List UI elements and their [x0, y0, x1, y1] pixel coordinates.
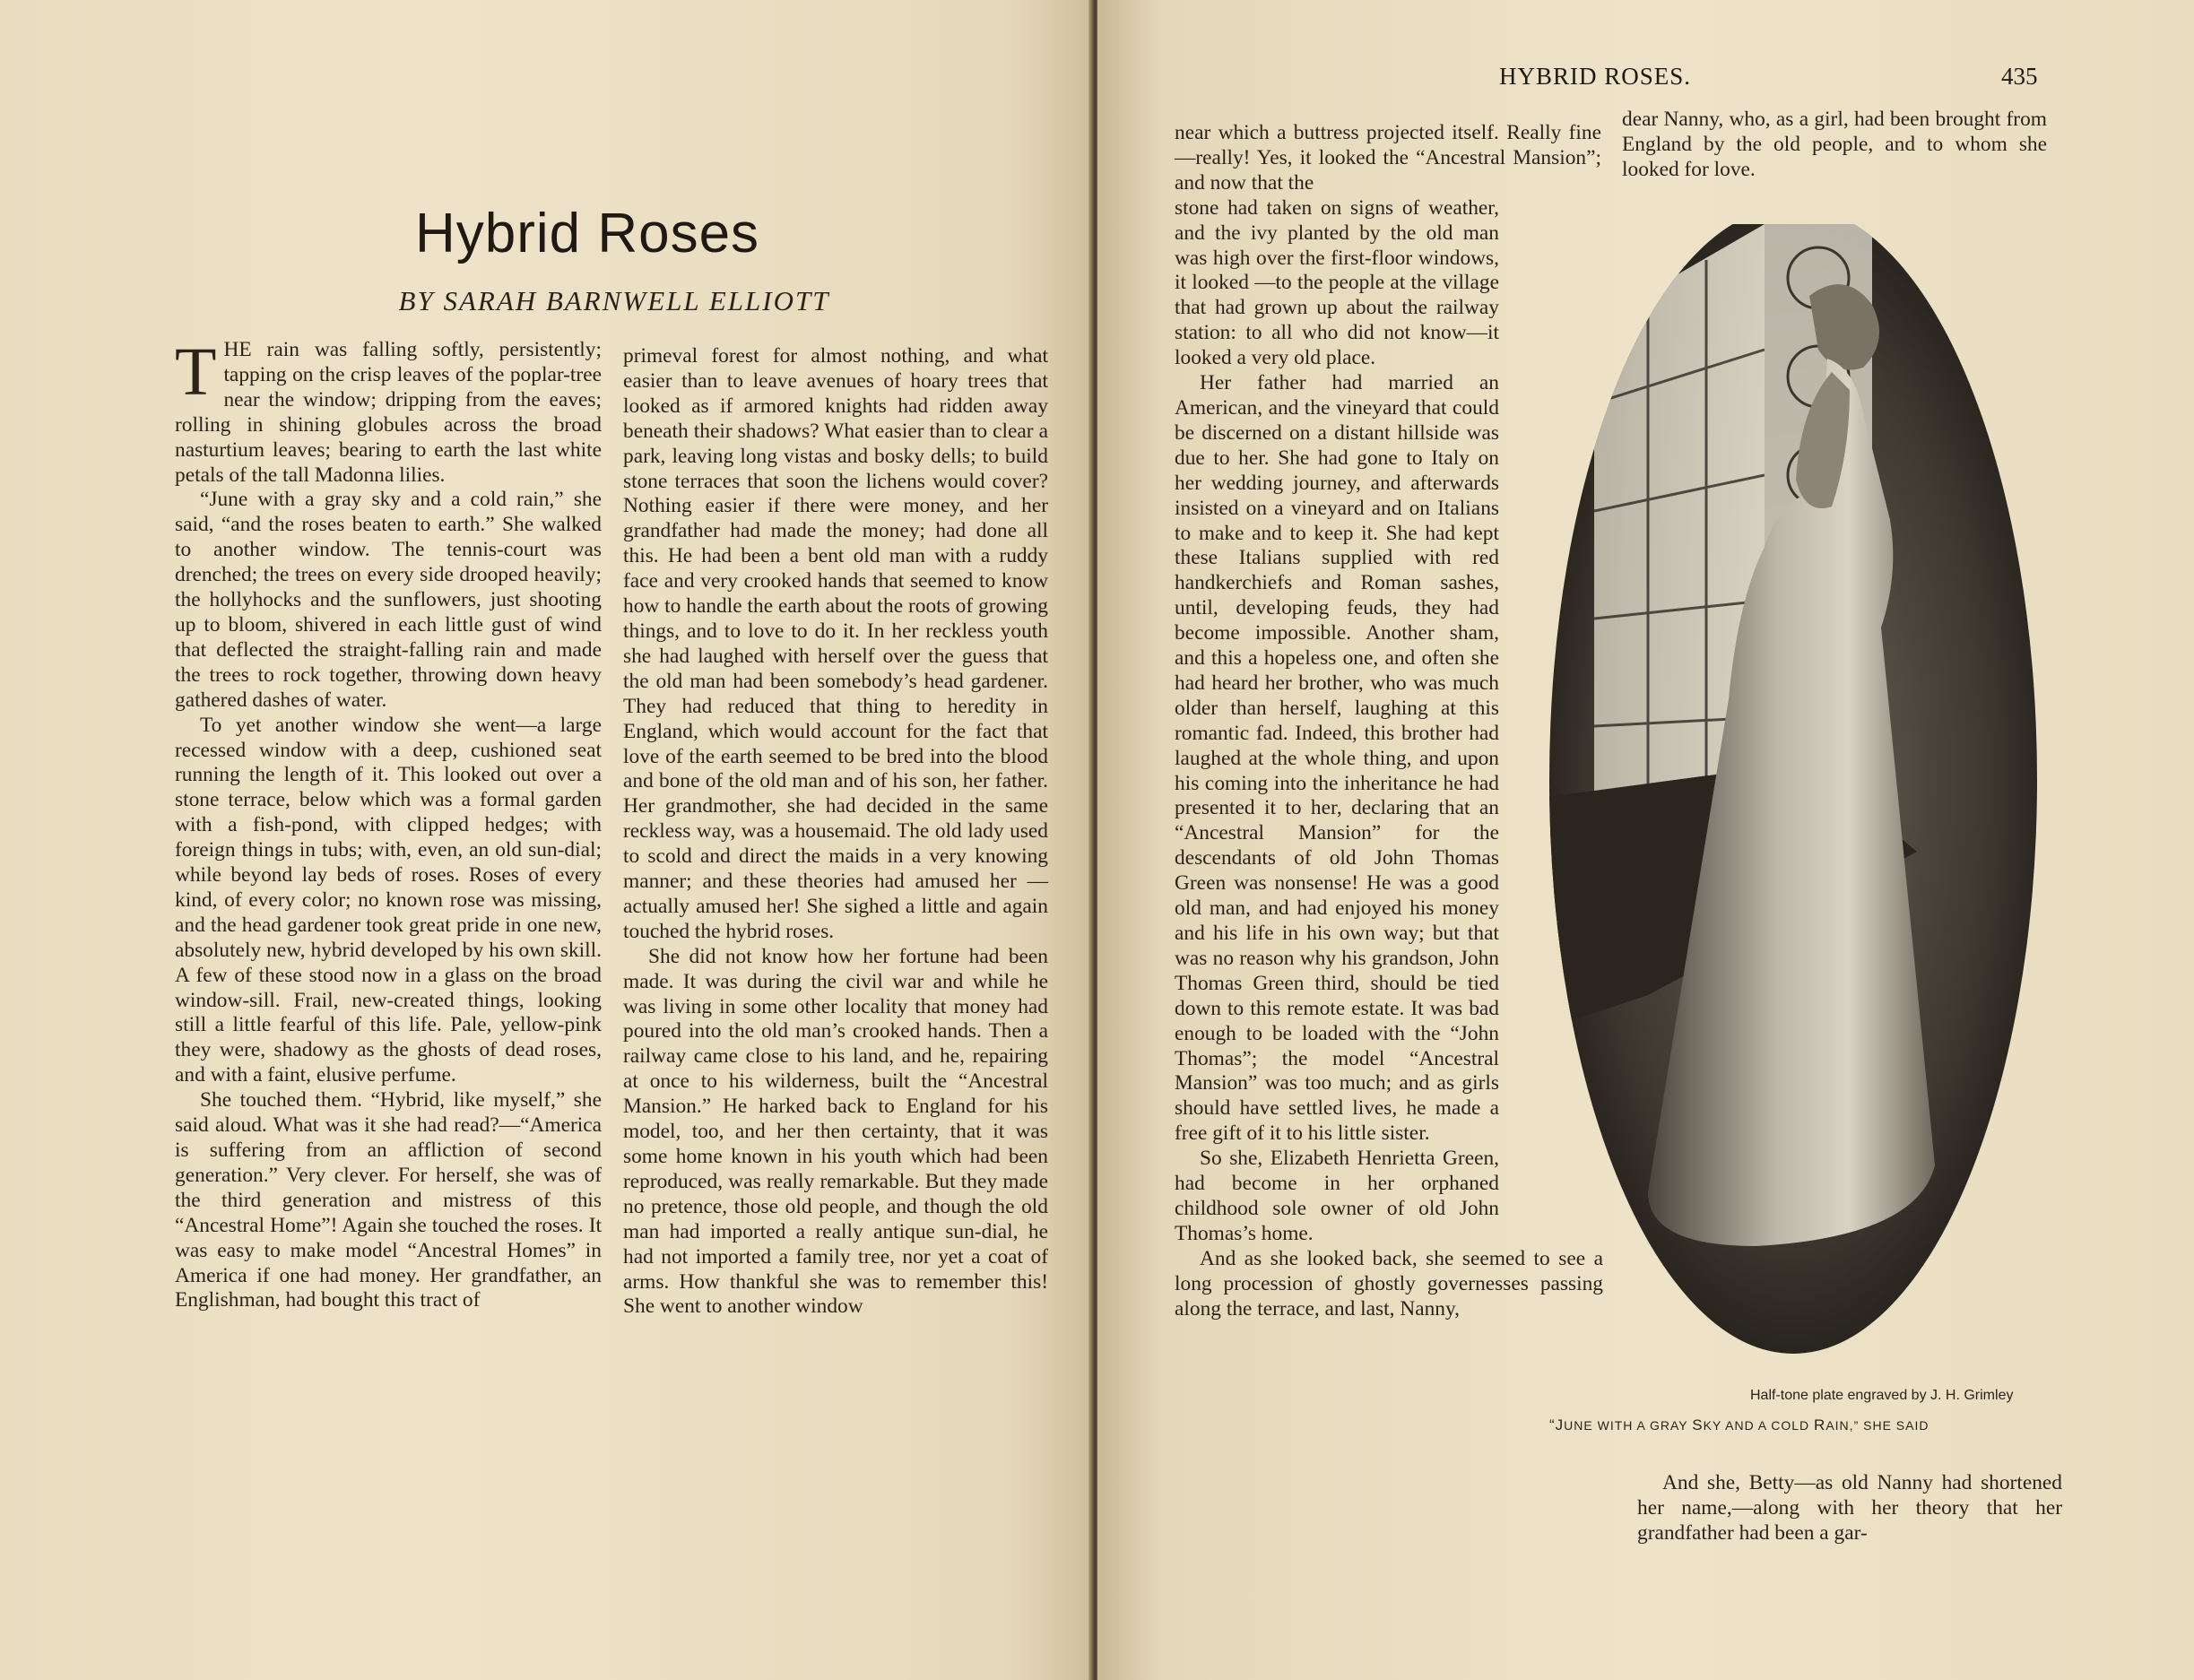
paragraph: Her father had married an American, and the vineyard that could be discerned on a distant hillside was due to her. She had gone to Italy on her wedding journey, and afterwards insisted on a vineyard and on Italians to make and to keep it. She had kept these Italians supplied with red handkerchiefs and Roman sashes, until, developing feuds, they had become impossible. Another sham, and this a hopeless one, and often she had heard her brother, who was much older than herself, laughing at this romantic fad. Indeed, this brother had laughed at the whole thing, and upon his coming into the inheritance he had presented it to her, declaring that an “Ancestral Mansion” for the descendants of old John Thomas Green was nonsense! He was a good old man, and had enjoyed his money and his life in his own way; but that was no reason why his grandson, John Thomas Green third, should be tied down to this remote estate. It was bad enough to be loaded with the “John Thomas”; the model “Ancestral Mansion” was too much; and as girls should have settled lives, he made a free gift of it to his little sister. — [1175, 371, 1499, 1146]
paragraph: stone had taken on signs of weather, and the ivy planted by the old man was high over the first-floor windows, it looked —to the people at the village that had grown up about the railway station: to all who did not know—it looked a very old place. — [1175, 195, 1499, 370]
paragraph: dear Nanny, who, as a girl, had been brought from England by the old people, and to whom she looked for love. — [1622, 108, 2047, 181]
paragraph: So she, Elizabeth Henrietta Green, had become in her orphaned childhood sole owner of old John Thomas’s home. — [1175, 1147, 1499, 1245]
running-head: HYBRID ROSES. — [1499, 63, 1692, 90]
woman-at-window-illustration — [1540, 224, 2047, 1381]
paragraph: “June with a gray sky and a cold rain,” she said, “and the roses beaten to earth.” She walked to another window. The tennis-court was drenched; the trees on every side drooped heavily; the hollyhocks and the sunflowers, just shooting up to bloom, shivered in each little gust of wind that deflected the straight-falling rain and made the trees to rock together, throwing down heavy gathered dashes of water. — [175, 488, 602, 712]
text-column-3 — [1175, 121, 1601, 1322]
byline: BY SARAH BARNWELL ELLIOTT — [398, 285, 830, 316]
paragraph: And she, Betty—as old Nanny had shortened her name,—along with her theory that her grandfather had been a gar- — [1637, 1471, 2062, 1545]
paragraph: primeval forest for almost nothing, and what easier than to leave avenues of hoary trees that looked as if armored knights had ridden away beneath their shadows? What easier than to clear a park, leaving long vistas and bosky dells; to build stone terraces that soon the lichens would cover? Nothing easier if there were money, and her grandfather had made the money; had done all this. He had been a bent old man with a ruddy face and very crooked hands that seemed to know how to handle the earth about the roots of growing things, and to love to do it. In her reckless youth she had laughed with herself over the guess that the old man had been somebody’s head gardener. They had reduced that thing to heredity in England, which would account for the fact that love of the earth seemed to be bred into the blood and bone of the old man and of his son, her father. Her grandmother, she had decided in the same reckless way, was a housemaid. The old lady used to scold and direct the maids in a very knowing manner; and these theories had amused her — actually amused her! She sighed a little and again touched the hybrid roses. — [623, 344, 1048, 943]
paragraph: near which a buttress projected itself. Really fine—really! Yes, it looked the “Ancestral Mansion”; and now that the — [1175, 121, 1601, 195]
story-title: Hybrid Roses — [414, 203, 760, 264]
text-column-1 — [175, 334, 602, 1313]
text-column-2 — [623, 344, 1048, 1320]
paragraph: THE rain was falling softly, persistently; tapping on the crisp leaves of the poplar-tree near the window; dripping from the eaves; rolling in shining globules across the broad nasturtium leaves; bearing to earth the last white petals of the tall Madonna lilies. — [175, 334, 602, 487]
plate-credit: Half-tone plate engraved by J. H. Grimley — [1750, 1388, 2014, 1403]
page-number: 435 — [2001, 63, 2038, 90]
paragraph: She touched them. “Hybrid, like myself,” she said aloud. What was it she had read?—“America is suffering from an affliction of second generation.” Very clever. For herself, she was of the third generation and mistress of this “Ancestral Home”! Again she touched the roses. It was easy to make model “Ancestral Homes” in America if one had money. Her grandfather, an Englishman, had bought this tract of — [175, 1088, 602, 1312]
text-column-4-bottom — [1637, 1471, 2062, 1546]
illustration-caption: “JUNE WITH A GRAY SKY AND A COLD RAIN,” SHE SAID — [1549, 1416, 1930, 1433]
paragraph: And as she looked back, she seemed to see a long procession of ghostly governesses passing along the terrace, and last, Nanny, — [1175, 1246, 1603, 1321]
text-column-4-top — [1622, 108, 2047, 183]
paragraph: She did not know how her fortune had been made. It was during the civil war and while he was living in some other locality that money had poured into the old man’s crooked hands. Then a railway came close to his land, and he, repairing at once to his wilderness, built the “Ancestral Mansion.” He harked back to England for his model, too, and her then certainty, that it was some home known in his youth which had been reproduced, was really remarkable. But they made no pretence, those old people, and though the old man had imported a really antique sun-dial, he had not imported a family tree, nor yet a coat of arms. How thankful she was to remember this! She went to another window — [623, 944, 1048, 1319]
paragraph: To yet another window she went—a large recessed window with a deep, cushioned seat running the length of it. This looked out over a stone terrace, below which was a formal garden with a fish-pond, with clipped hedges; with foreign things in tubs; with, even, an old sun-dial; while beyond lay beds of roses. Roses of every kind, of every color; no known rose was missing, and the head gardener took great pride in one new, absolutely new, hybrid developed by his own skill. A few of these stood now in a glass on the broad window-sill. Frail, new-created things, looking still a little fearful of this life. Pale, yellow-pink they were, shadowy as the ghosts of dead roses, and with a faint, elusive perfume. — [175, 713, 602, 1087]
drop-cap: T — [175, 334, 217, 410]
left-page — [0, 0, 1094, 1680]
illustration — [1540, 224, 2047, 1381]
right-page — [1097, 0, 2194, 1680]
